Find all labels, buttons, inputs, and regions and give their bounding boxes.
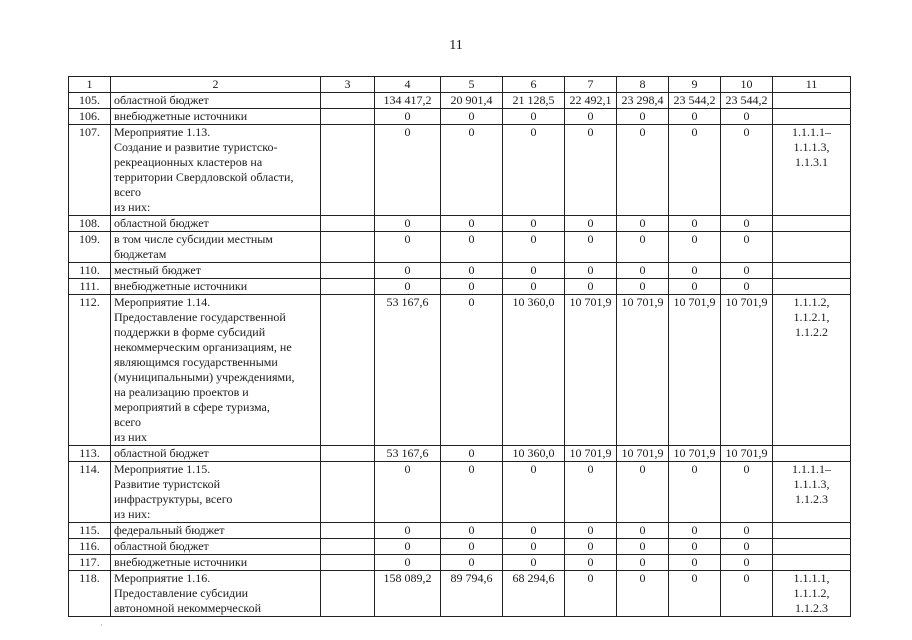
row-number: 107.: [69, 125, 111, 216]
description-line: областной бюджет: [114, 93, 209, 107]
value-cell-col-9: 10 701,9: [669, 446, 721, 462]
value-cell-col-7: 10 701,9: [565, 446, 617, 462]
value-cell-col-10: 0: [721, 109, 773, 125]
value-cell-col-4: 0: [375, 125, 441, 216]
reference-line: 1.1.2.3: [795, 601, 828, 615]
value-cell-col-4: 0: [375, 232, 441, 263]
row-description: [111, 216, 321, 232]
target-reference-cell: [773, 295, 851, 446]
description-line: областной бюджет: [114, 216, 209, 230]
value-cell-col-5: 0: [441, 232, 503, 263]
value-cell-col-6: 0: [503, 263, 565, 279]
value-cell-col-7: 0: [565, 539, 617, 555]
value-cell-col-10: 10 701,9: [721, 446, 773, 462]
column-3-cell: [321, 523, 375, 539]
row-number: 108.: [69, 216, 111, 232]
description-line: всего: [114, 185, 142, 199]
value-cell-col-8: 0: [617, 523, 669, 539]
description-line: являющимся государственными: [114, 355, 278, 369]
column-3-cell: [321, 571, 375, 617]
value-cell-col-6: 0: [503, 462, 565, 523]
target-reference-cell: [773, 93, 851, 109]
value-cell-col-7: 22 492,1: [565, 93, 617, 109]
value-cell-col-10: 0: [721, 555, 773, 571]
value-cell-col-5: 0: [441, 125, 503, 216]
value-cell-col-5: 0: [441, 263, 503, 279]
description-line: Мероприятие 1.15.: [114, 462, 211, 476]
row-number: 114.: [69, 462, 111, 523]
table-row: [69, 125, 851, 216]
reference-line: 1.1.2.3: [795, 492, 828, 506]
value-cell-col-9: 0: [669, 216, 721, 232]
target-reference-cell: [773, 539, 851, 555]
reference-line: 1.1.2.2: [795, 325, 828, 339]
value-cell-col-5: 0: [441, 539, 503, 555]
description-line: на реализацию проектов и: [114, 385, 249, 399]
value-cell-col-8: 0: [617, 125, 669, 216]
value-cell-col-4: 53 167,6: [375, 446, 441, 462]
value-cell-col-6: 0: [503, 125, 565, 216]
page-number: 11: [449, 38, 463, 53]
description-line: Развитие туристской: [114, 477, 221, 491]
description-line: Мероприятие 1.14.: [114, 295, 211, 309]
value-cell-col-10: 0: [721, 232, 773, 263]
value-cell-col-8: 0: [617, 232, 669, 263]
description-line: автономной некоммерческой: [114, 601, 261, 615]
reference-line: 1.1.1.1–: [792, 125, 831, 139]
value-cell-col-5: 0: [441, 446, 503, 462]
description-line: местный бюджет: [114, 263, 201, 277]
table-row: [69, 216, 851, 232]
value-cell-col-9: 0: [669, 279, 721, 295]
column-3-cell: [321, 125, 375, 216]
value-cell-col-5: 20 901,4: [441, 93, 503, 109]
reference-line: 1.1.1.2,: [793, 586, 830, 600]
target-reference-cell: [773, 462, 851, 523]
value-cell-col-8: 0: [617, 571, 669, 617]
target-reference-cell: [773, 555, 851, 571]
row-number: 118.: [69, 571, 111, 617]
header-cell-7: 7: [565, 77, 617, 93]
row-number: 117.: [69, 555, 111, 571]
target-reference-cell: [773, 216, 851, 232]
value-cell-col-7: 0: [565, 125, 617, 216]
value-cell-col-7: 0: [565, 555, 617, 571]
target-reference-cell: [773, 523, 851, 539]
table-row: [69, 279, 851, 295]
value-cell-col-7: 0: [565, 571, 617, 617]
description-line: областной бюджет: [114, 446, 209, 460]
header-cell-11: 11: [773, 77, 851, 93]
description-line: Мероприятие 1.13.: [114, 125, 211, 139]
value-cell-col-10: 0: [721, 523, 773, 539]
value-cell-col-7: 0: [565, 263, 617, 279]
value-cell-col-8: 23 298,4: [617, 93, 669, 109]
table-row: [69, 462, 851, 523]
row-description: [111, 523, 321, 539]
value-cell-col-7: 0: [565, 232, 617, 263]
value-cell-col-5: 0: [441, 462, 503, 523]
row-description: [111, 539, 321, 555]
target-reference-cell: [773, 232, 851, 263]
reference-line: 1.1.1.3,: [793, 477, 830, 491]
value-cell-col-9: 0: [669, 263, 721, 279]
scan-mark: ·: [100, 620, 103, 630]
value-cell-col-9: 10 701,9: [669, 295, 721, 446]
value-cell-col-4: 0: [375, 263, 441, 279]
value-cell-col-9: 0: [669, 539, 721, 555]
table-row: [69, 295, 851, 446]
table-row: [69, 109, 851, 125]
value-cell-col-8: 0: [617, 109, 669, 125]
description-line: рекреационных кластеров на: [114, 155, 263, 169]
value-cell-col-8: 0: [617, 279, 669, 295]
value-cell-col-9: 0: [669, 462, 721, 523]
row-number: 105.: [69, 93, 111, 109]
row-description: [111, 571, 321, 617]
value-cell-col-10: 10 701,9: [721, 295, 773, 446]
description-line: поддержки в форме субсидий: [114, 325, 266, 339]
description-line: территории Свердловской области,: [114, 170, 294, 184]
value-cell-col-8: 0: [617, 539, 669, 555]
value-cell-col-5: 0: [441, 555, 503, 571]
target-reference-cell: [773, 263, 851, 279]
reference-line: 1.1.2.1,: [793, 310, 830, 324]
row-description: [111, 462, 321, 523]
value-cell-col-10: 23 544,2: [721, 93, 773, 109]
value-cell-col-8: 10 701,9: [617, 295, 669, 446]
value-cell-col-5: 0: [441, 216, 503, 232]
value-cell-col-8: 0: [617, 263, 669, 279]
value-cell-col-7: 10 701,9: [565, 295, 617, 446]
description-line: (муниципальными) учреждениями,: [114, 370, 295, 384]
value-cell-col-10: 0: [721, 279, 773, 295]
value-cell-col-7: 0: [565, 109, 617, 125]
column-3-cell: [321, 462, 375, 523]
reference-line: 1.1.1.2,: [793, 295, 830, 309]
target-reference-cell: [773, 279, 851, 295]
row-number: 116.: [69, 539, 111, 555]
column-3-cell: [321, 279, 375, 295]
row-number: 106.: [69, 109, 111, 125]
value-cell-col-5: 0: [441, 295, 503, 446]
value-cell-col-9: 0: [669, 523, 721, 539]
column-3-cell: [321, 555, 375, 571]
value-cell-col-6: 0: [503, 109, 565, 125]
column-3-cell: [321, 446, 375, 462]
table-row: [69, 232, 851, 263]
value-cell-col-8: 0: [617, 216, 669, 232]
value-cell-col-4: 134 417,2: [375, 93, 441, 109]
description-line: из них:: [114, 507, 151, 521]
description-line: Мероприятие 1.16.: [114, 571, 211, 585]
header-cell-4: 4: [375, 77, 441, 93]
description-line: бюджетам: [114, 247, 167, 261]
value-cell-col-5: 0: [441, 109, 503, 125]
column-3-cell: [321, 216, 375, 232]
reference-line: 1.1.1.1–: [792, 462, 831, 476]
value-cell-col-9: 0: [669, 571, 721, 617]
value-cell-col-8: 0: [617, 462, 669, 523]
header-cell-3: 3: [321, 77, 375, 93]
row-description: [111, 446, 321, 462]
table-row: [69, 446, 851, 462]
row-number: 111.: [69, 279, 111, 295]
column-3-cell: [321, 295, 375, 446]
description-line: внебюджетные источники: [114, 109, 248, 123]
column-3-cell: [321, 232, 375, 263]
description-line: инфраструктуры, всего: [114, 492, 233, 506]
description-line: федеральный бюджет: [114, 523, 225, 537]
value-cell-col-9: 23 544,2: [669, 93, 721, 109]
value-cell-col-6: 0: [503, 523, 565, 539]
description-line: всего: [114, 415, 142, 429]
table-row: [69, 555, 851, 571]
row-number: 109.: [69, 232, 111, 263]
description-line: внебюджетные источники: [114, 555, 248, 569]
header-cell-2: 2: [111, 77, 321, 93]
value-cell-col-4: 0: [375, 216, 441, 232]
value-cell-col-10: 0: [721, 539, 773, 555]
description-line: из них:: [114, 200, 151, 214]
row-description: [111, 109, 321, 125]
value-cell-col-4: 158 089,2: [375, 571, 441, 617]
value-cell-col-9: 0: [669, 125, 721, 216]
value-cell-col-8: 0: [617, 555, 669, 571]
table-row: [69, 263, 851, 279]
description-line: из них: [114, 430, 148, 444]
description-line: Создание и развитие туристско-: [114, 140, 278, 154]
header-cell-8: 8: [617, 77, 669, 93]
reference-line: 1.1.1.3,: [793, 140, 830, 154]
reference-line: 1.1.1.1,: [793, 571, 830, 585]
header-cell-1: 1: [69, 77, 111, 93]
description-line: мероприятий в сфере туризма,: [114, 400, 270, 414]
value-cell-col-6: 21 128,5: [503, 93, 565, 109]
row-description: [111, 93, 321, 109]
column-3-cell: [321, 109, 375, 125]
value-cell-col-9: 0: [669, 109, 721, 125]
row-description: [111, 555, 321, 571]
column-3-cell: [321, 539, 375, 555]
header-row: [69, 77, 851, 93]
value-cell-col-7: 0: [565, 523, 617, 539]
value-cell-col-7: 0: [565, 216, 617, 232]
description-line: некоммерческим организациям, не: [114, 340, 292, 354]
value-cell-col-4: 53 167,6: [375, 295, 441, 446]
value-cell-col-5: 0: [441, 279, 503, 295]
table-row: [69, 523, 851, 539]
value-cell-col-10: 0: [721, 263, 773, 279]
value-cell-col-4: 0: [375, 279, 441, 295]
value-cell-col-6: 0: [503, 279, 565, 295]
value-cell-col-10: 0: [721, 216, 773, 232]
value-cell-col-4: 0: [375, 539, 441, 555]
value-cell-col-6: 10 360,0: [503, 446, 565, 462]
value-cell-col-9: 0: [669, 232, 721, 263]
description-line: Предоставление государственной: [114, 310, 286, 324]
value-cell-col-6: 0: [503, 539, 565, 555]
value-cell-col-5: 89 794,6: [441, 571, 503, 617]
value-cell-col-7: 0: [565, 462, 617, 523]
header-cell-10: 10: [721, 77, 773, 93]
row-number: 115.: [69, 523, 111, 539]
value-cell-col-4: 0: [375, 462, 441, 523]
row-description: [111, 279, 321, 295]
value-cell-col-6: 0: [503, 232, 565, 263]
header-cell-6: 6: [503, 77, 565, 93]
table-row: [69, 571, 851, 617]
row-number: 113.: [69, 446, 111, 462]
target-reference-cell: [773, 109, 851, 125]
value-cell-col-10: 0: [721, 462, 773, 523]
value-cell-col-5: 0: [441, 523, 503, 539]
column-3-cell: [321, 93, 375, 109]
row-description: [111, 295, 321, 446]
table-row: [69, 539, 851, 555]
value-cell-col-4: 0: [375, 109, 441, 125]
row-number: 112.: [69, 295, 111, 446]
value-cell-col-4: 0: [375, 523, 441, 539]
header-cell-9: 9: [669, 77, 721, 93]
budget-table: [68, 76, 851, 617]
value-cell-col-6: 10 360,0: [503, 295, 565, 446]
value-cell-col-7: 0: [565, 279, 617, 295]
value-cell-col-8: 10 701,9: [617, 446, 669, 462]
target-reference-cell: [773, 571, 851, 617]
reference-line: 1.1.3.1: [795, 155, 828, 169]
row-description: [111, 263, 321, 279]
value-cell-col-4: 0: [375, 555, 441, 571]
target-reference-cell: [773, 446, 851, 462]
row-description: [111, 232, 321, 263]
target-reference-cell: [773, 125, 851, 216]
column-3-cell: [321, 263, 375, 279]
value-cell-col-6: 0: [503, 216, 565, 232]
value-cell-col-6: 0: [503, 555, 565, 571]
table-row: [69, 93, 851, 109]
description-line: внебюджетные источники: [114, 279, 248, 293]
value-cell-col-10: 0: [721, 571, 773, 617]
table-body: [69, 93, 851, 617]
header-cell-5: 5: [441, 77, 503, 93]
description-line: областной бюджет: [114, 539, 209, 553]
value-cell-col-10: 0: [721, 125, 773, 216]
value-cell-col-6: 68 294,6: [503, 571, 565, 617]
description-line: Предоставление субсидии: [114, 586, 249, 600]
description-line: в том числе субсидии местным: [114, 232, 273, 246]
value-cell-col-9: 0: [669, 555, 721, 571]
row-number: 110.: [69, 263, 111, 279]
row-description: [111, 125, 321, 216]
